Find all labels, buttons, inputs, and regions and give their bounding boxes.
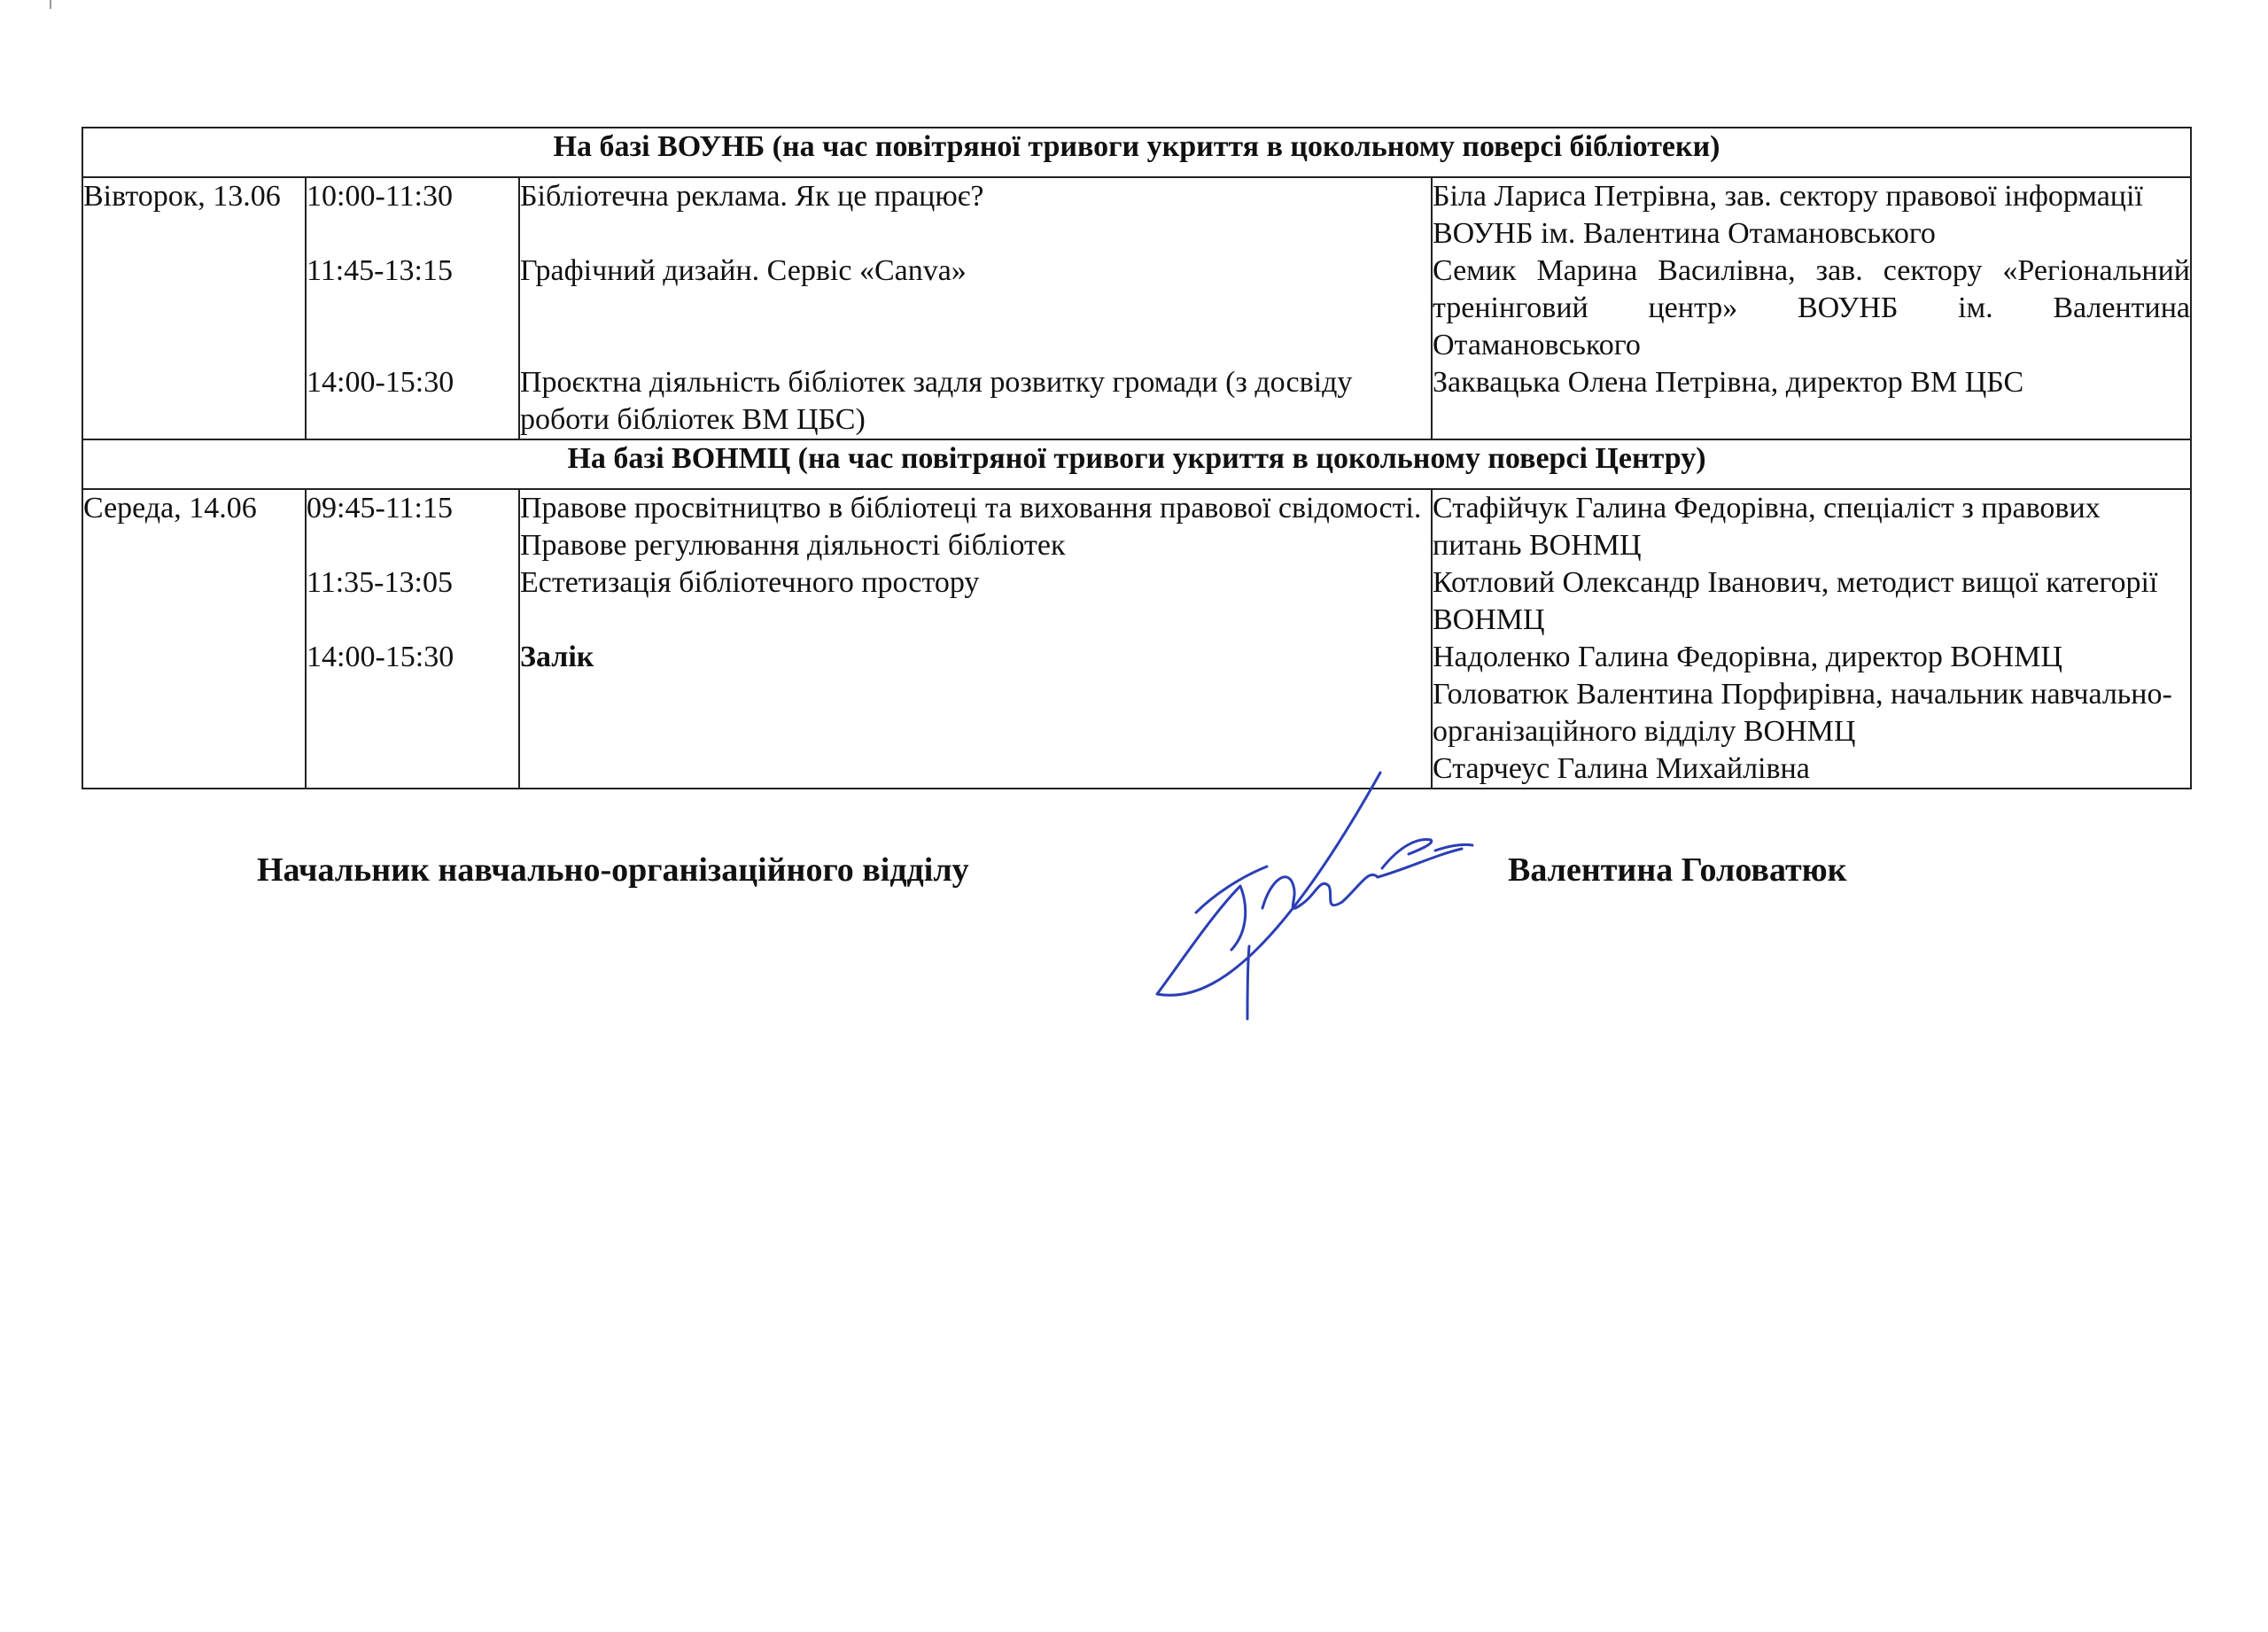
scan-mark (50, 0, 51, 9)
schedule-row-tuesday (82, 177, 2191, 439)
signatory-position: Начальник навчально-організаційного відділу (257, 851, 969, 889)
day-label: Середа, 14.06 (83, 492, 257, 525)
handwritten-signature (1143, 762, 1497, 1028)
section-header-row (82, 439, 2191, 489)
time-slot: 14:00-15:30 (307, 366, 454, 399)
time-slot: 11:45-13:15 (307, 254, 453, 287)
topic-text: Правове просвітництво в бібліотеці та виховання правової свідомості. Правове регулювання діяльності бібліотек (520, 492, 1422, 562)
schedule-table (82, 127, 2192, 789)
topic-text-bold: Залік (520, 641, 594, 673)
time-slot: 10:00-11:30 (307, 180, 453, 213)
person-text: Стафійчук Галина Федорівна, спеціаліст з правових питань ВОНМЦ (1433, 492, 2101, 562)
day-label: Вівторок, 13.06 (83, 180, 281, 213)
person-text: Заквацька Олена Петрівна, директор ВМ ЦБС (1433, 366, 2024, 399)
time-slot: 11:35-13:05 (307, 566, 453, 599)
person-text: Головатюк Валентина Порфирівна, начальник навчально-організаційного відділу ВОНМЦ (1433, 678, 2172, 748)
person-text: Старчеус Галина Михайлівна (1433, 752, 1810, 785)
person-cell (1432, 177, 2191, 439)
section-header-vounb: На базі ВОУНБ (на час повітряної тривоги укриття в цокольному поверсі бібліотеки) (82, 128, 2191, 177)
schedule-row-wednesday (82, 489, 2191, 789)
day-cell (82, 177, 306, 439)
time-cell (306, 489, 519, 789)
person-text: Котловий Олександр Іванович, методист вищої категорії ВОНМЦ (1433, 566, 2158, 636)
section-header-row (82, 128, 2191, 177)
day-cell (82, 489, 306, 789)
signatory-name: Валентина Головатюк (1508, 851, 1847, 889)
person-text: Надоленко Галина Федорівна, директор ВОНМЦ (1433, 641, 2062, 673)
topic-cell (519, 489, 1432, 789)
time-slot: 09:45-11:15 (307, 492, 453, 525)
topic-cell (519, 177, 1432, 439)
topic-text: Естетизація бібліотечного простору (520, 566, 980, 599)
person-text: Семик Марина Василівна, зав. сектору «Регіональний тренінговий центр» ВОУНБ ім. Валентина Отамановського (1433, 254, 2191, 361)
person-text: Біла Лариса Петрівна, зав. сектору правової інформації ВОУНБ ім. Валентина Отамановського (1433, 180, 2143, 250)
topic-text: Бібліотечна реклама. Як це працює? (520, 180, 984, 213)
time-cell (306, 177, 519, 439)
time-slot: 14:00-15:30 (307, 641, 454, 673)
section-header-vonmc: На базі ВОНМЦ (на час повітряної тривоги укриття в цокольному поверсі Центру) (82, 439, 2191, 489)
topic-text: Графічний дизайн. Сервіс «Canva» (520, 254, 967, 287)
person-cell (1432, 489, 2191, 789)
topic-text: Проєктна діяльність бібліотек задля розвитку громади (з досвіду роботи бібліотек ВМ ЦБС) (520, 366, 1353, 436)
